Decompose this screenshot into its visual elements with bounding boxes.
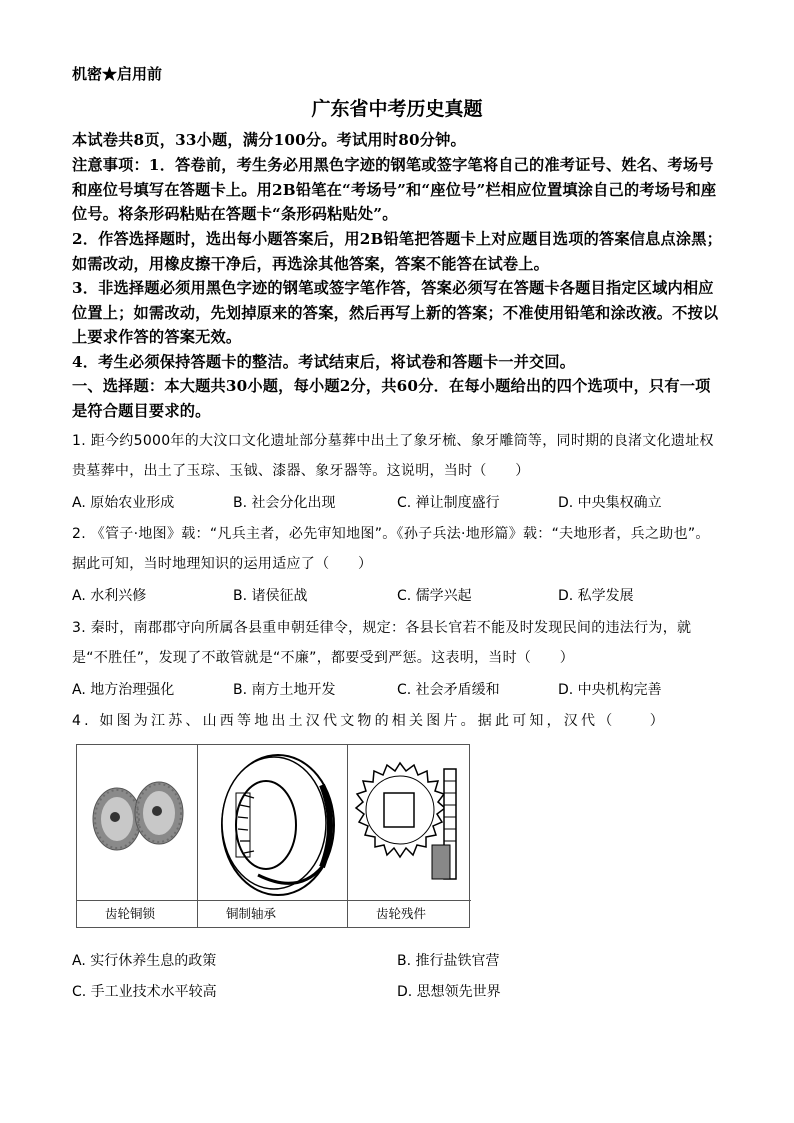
option[interactable]: B. 社会分化出现 [233,495,336,511]
question-4-options-row-1 [72,950,732,972]
option[interactable]: C. 禅让制度盛行 [397,495,500,511]
caption-gear-lock: 齿轮铜锁 [77,900,197,927]
question-2-stem: 2. 《管子·地图》载：“凡兵主者，必先审知地图”。《孙子兵法·地形篇》载：“夫地形者，兵之助也”。据此可知，当时地理知识的运用适应了（ ） [72,526,710,572]
option[interactable]: D. 思想领先世界 [397,984,501,1000]
caption-gear-fragment: 齿轮残件 [348,900,471,927]
question-3-options [72,679,732,701]
option[interactable]: B. 诸侯征战 [233,588,308,604]
question-3-stem: 3. 秦时，南郡郡守向所属各县重申朝廷律令，规定：各县长官若不能及时发现民间的违法行为，就是“不胜任”，发现了不敢管就是“不廉”，都要受到严惩。这表明，当时（ ） [72,620,692,666]
gear-lock-image [77,745,198,903]
option[interactable]: A. 原始农业形成 [72,495,175,511]
option[interactable]: A. 实行休养生息的政策 [72,953,217,969]
option[interactable]: D. 中央机构完善 [558,682,662,698]
confidential-label: 机密★启用前 [72,65,163,83]
option[interactable]: D. 中央集权确立 [558,495,662,511]
option[interactable]: B. 南方土地开发 [233,682,336,698]
question-4-options-row-2 [72,981,732,1003]
option[interactable]: A. 地方治理强化 [72,682,175,698]
note-2: 2．作答选择题时，选出每小题答案后，用2B铅笔把答题卡上对应题目选项的答案信息点涂黑；如需改动，用橡皮擦干净后，再选涂其他答案，答案不能答在试卷上。 [72,230,723,273]
option[interactable]: C. 儒学兴起 [397,588,472,604]
question-1-stem: 1. 距今约5000年的大汶口文化遗址部分墓葬中出土了象牙梳、象牙雕筒等，同时期的良渚文化遗址权贵墓葬中，出土了玉琮、玉钺、漆器、象牙器等。这说明，当时（ ） [72,433,714,479]
section-heading: 一、选择题：本大题共30小题，每小题2分，共60分．在每小题给出的四个选项中，只有一项是符合题目要求的。 [72,377,711,420]
question-2-options [72,585,732,607]
page-title: 广东省中考历史真题 [311,98,483,120]
note-3: 3．非选择题必须用黑色字迹的钢笔或签字笔作答，答案必须写在答题卡各题目指定区域内相应位置上；如需改动，先划掉原来的答案，然后再写上新的答案；不准使用铅笔和涂改液。不按以上要求作答的答案无效。 [72,279,719,347]
note-1: 注意事项：1．答卷前，考生务必用黑色字迹的钢笔或签字笔将自己的准考证号、姓名、考场号和座位号填写在答题卡上。用2B铅笔在“考场号”和“座位号”栏相应位置填涂自己的考场号和座位号。将条形码粘贴在答题卡“条形码粘贴处”。 [72,156,717,224]
gear-fragment-image [348,745,471,903]
question-1-options [72,492,732,514]
option[interactable]: C. 手工业技术水平较高 [72,984,217,1000]
figure-panel-bearing [198,745,348,927]
intro-line: 本试卷共8页，33小题，满分100分。考试用时80分钟。 [72,131,466,149]
option[interactable]: B. 推行盐铁官营 [397,953,500,969]
figure-panel-gear-fragment [348,745,471,927]
option[interactable]: D. 私学发展 [558,588,634,604]
note-4: 4．考生必须保持答题卡的整洁。考试结束后，将试卷和答题卡一并交回。 [72,353,576,371]
option[interactable]: A. 水利兴修 [72,588,147,604]
artifact-figure [76,744,470,928]
figure-panel-gear-lock [77,745,198,927]
caption-bearing: 铜制轴承 [198,900,347,927]
option[interactable]: C. 社会矛盾缓和 [397,682,500,698]
bearing-image [198,745,348,903]
question-4-stem: 4. 如图为江苏、山西等地出土汉代文物的相关图片。据此可知，汉代（ ） [72,713,668,729]
